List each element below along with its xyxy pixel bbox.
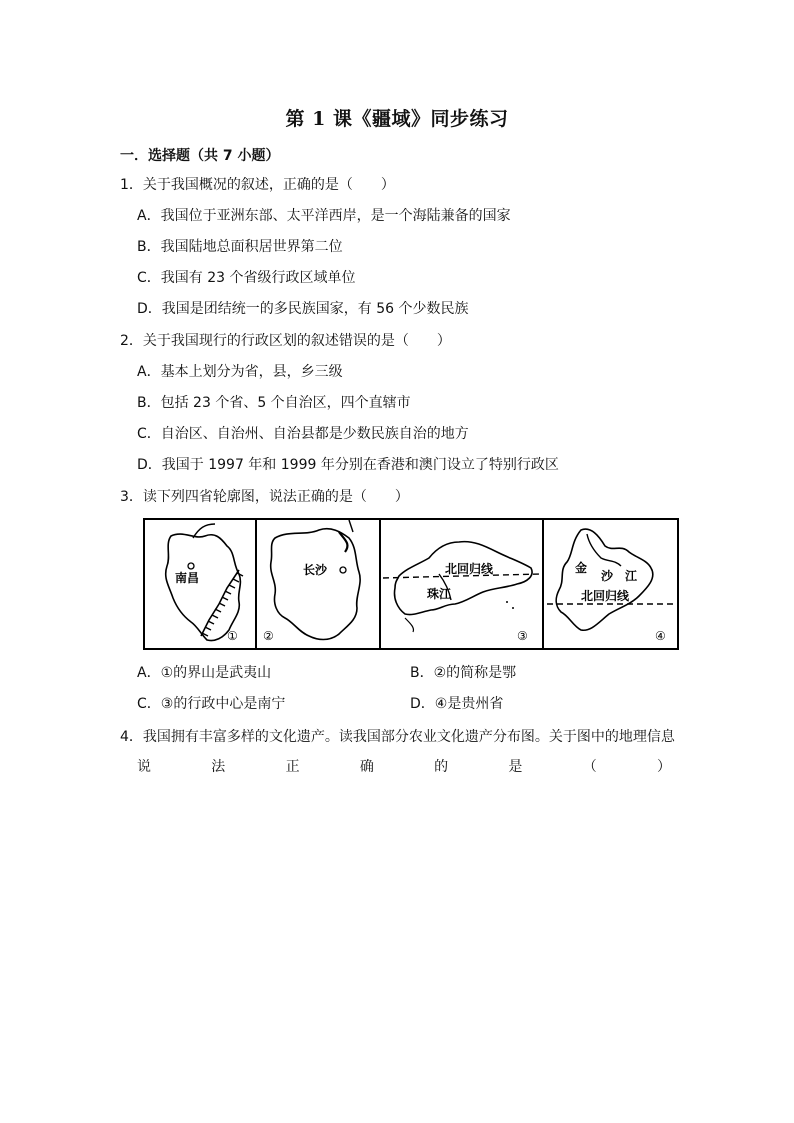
question-1-option-d[interactable]: D．我国是团结统一的多民族国家，有 56 个少数民族 <box>137 301 469 317</box>
panel-2-hunan <box>263 520 360 643</box>
question-4-stem-continued <box>137 758 671 776</box>
panel-3-guangdong <box>383 542 541 643</box>
label-jinsha-3: 江 <box>625 569 638 583</box>
jinsha-river <box>587 534 621 566</box>
label-panel-3: ③ <box>517 629 528 643</box>
question-2-option-a[interactable]: A．基本上划分为省，县，乡三级 <box>137 364 343 380</box>
q4-word: 法 <box>211 759 226 775</box>
hunan-lake <box>339 532 347 552</box>
island-dot-2 <box>512 607 514 609</box>
question-3-option-b[interactable]: B．②的简称是鄂 <box>410 665 517 681</box>
label-pearl-river: 珠江 <box>427 587 452 601</box>
island-dot-1 <box>506 601 508 603</box>
question-1-option-a[interactable]: A．我国位于亚洲东部、太平洋西岸，是一个海陆兼备的国家 <box>137 208 511 224</box>
question-3-option-a[interactable]: A．①的界山是武夷山 <box>137 665 272 681</box>
panel-4-yunnan <box>547 529 677 643</box>
coast-fragment <box>405 618 414 632</box>
question-1-option-b[interactable]: B．我国陆地总面积居世界第二位 <box>137 239 343 255</box>
q4-word: 的 <box>434 759 449 775</box>
q4-word: 说 <box>137 759 151 775</box>
q4-word: 确 <box>359 759 374 775</box>
question-2-option-d[interactable]: D．我国于 1997 年和 1999 年分别在香港和澳门设立了特别行政区 <box>137 457 559 473</box>
hunan-river <box>349 520 353 532</box>
changsha-marker <box>340 567 346 573</box>
q4-word: 正 <box>285 759 300 775</box>
q4-word: 是 <box>508 759 523 775</box>
question-2-option-c[interactable]: C．自治区、自治州、自治县都是少数民族自治的地方 <box>137 426 469 442</box>
panel-1-jiangxi <box>166 524 243 643</box>
question-3-option-c[interactable]: C．③的行政中心是南宁 <box>137 696 286 712</box>
province-outline-maps <box>143 518 679 650</box>
province-outline-figure <box>143 518 679 650</box>
q4-answer-paren-close: ） <box>656 759 671 775</box>
label-nanchang: 南昌 <box>175 571 200 585</box>
label-jinsha-2: 沙 <box>601 569 614 583</box>
label-changsha: 长沙 <box>303 563 328 577</box>
question-3-stem: 3．读下列四省轮廓图，说法正确的是（ ） <box>120 489 409 505</box>
jiangxi-outline <box>166 534 241 640</box>
label-tropic-panel-4: 北回归线 <box>581 589 630 603</box>
guangdong-outline <box>394 542 532 615</box>
q4-answer-paren-open: （ <box>582 759 597 775</box>
question-3-option-d[interactable]: D．④是贵州省 <box>410 696 504 712</box>
question-2-stem: 2．关于我国现行的行政区划的叙述错误的是（ ） <box>120 333 451 349</box>
mountain-ticks <box>202 573 243 636</box>
section-heading: 一．选择题（共 7 小题） <box>120 148 280 164</box>
question-1-stem: 1．关于我国概况的叙述，正确的是（ ） <box>120 177 395 193</box>
question-1-option-c[interactable]: C．我国有 23 个省级行政区域单位 <box>137 270 356 286</box>
label-panel-4: ④ <box>655 629 666 643</box>
question-4-stem: 4．我国拥有丰富多样的文化遗产。读我国部分农业文化遗产分布图。关于图中的地理信息 <box>120 729 675 745</box>
figure-frame <box>144 519 678 649</box>
label-panel-2: ② <box>263 629 274 643</box>
nanchang-marker <box>188 563 194 569</box>
label-jinsha-1: 金 <box>575 561 588 575</box>
page-title: 第 1 课《疆域》同步练习 <box>285 108 509 130</box>
question-2-option-b[interactable]: B．包括 23 个省、5 个自治区，四个直辖市 <box>137 395 411 411</box>
label-tropic-panel-3: 北回归线 <box>445 562 494 576</box>
label-panel-1: ① <box>227 629 238 643</box>
